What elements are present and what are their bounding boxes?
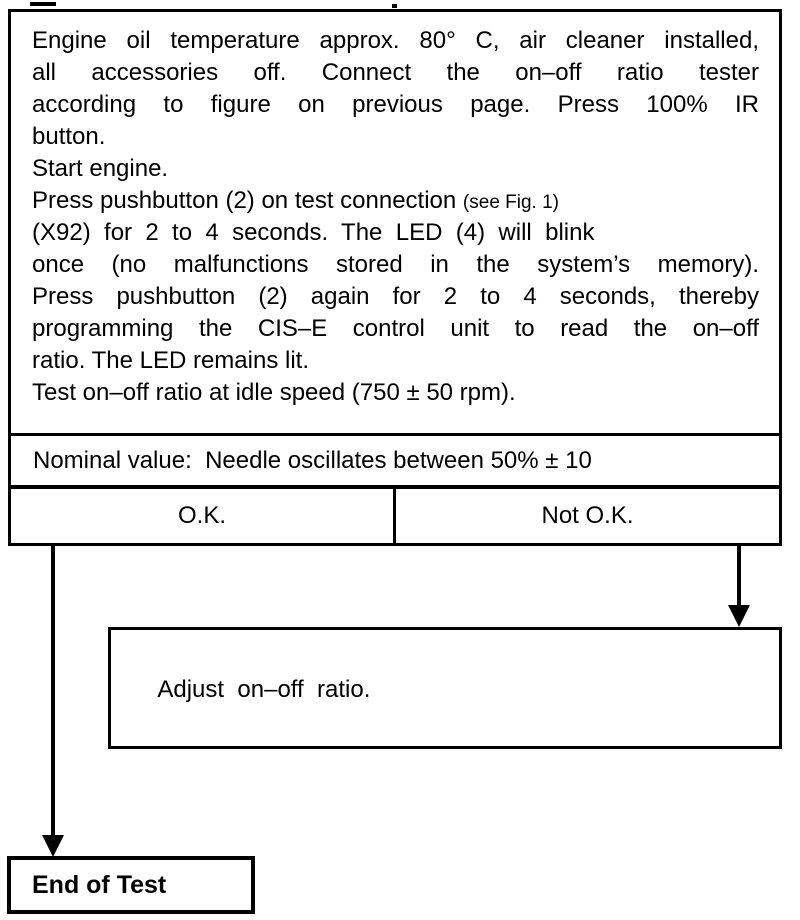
scan-artifact [30,2,56,6]
instruction-line: (X92) for 2 to 4 seconds. The LED (4) will blink [32,219,595,246]
instruction-line: programming the CIS–E control unit to read the on–off [32,315,759,342]
instruction-line: all accessories off. Connect the on–off ratio tester [32,59,759,86]
instructions-cell [11,12,779,433]
adjust-action-box [108,627,782,749]
instruction-line: Start engine. [32,155,169,182]
not-ok-cell [396,489,779,543]
adjust-action-text: Adjust on–off ratio. [157,676,371,703]
instruction-line: according to figure on previous page. Press 100% IR [32,91,759,118]
test-procedure-table [8,9,782,546]
not-ok-branch-arrowhead [728,605,750,627]
decision-row [11,485,779,543]
instruction-line-fig [32,185,759,217]
instruction-line: button. [32,123,106,150]
scan-artifact [392,4,397,8]
instruction-line-fig-text: Press pushbutton (2) on test connection [32,187,463,214]
instruction-line: ratio. The LED remains lit. [32,347,309,374]
instruction-line: once (no malfunctions stored in the system’s memory). [32,251,759,278]
instruction-line: Press pushbutton (2) again for 2 to 4 seconds, thereby [32,283,759,310]
end-of-test-box [7,856,255,914]
fig-reference: (see Fig. 1) [462,192,560,213]
not-ok-label: Not O.K. [541,502,634,529]
instruction-line: Test on–off ratio at idle speed (750 ± 50 rpm). [32,379,516,406]
nominal-value-row [11,433,779,485]
ok-cell [11,489,396,543]
end-of-test-label: End of Test [32,870,167,899]
not-ok-branch-line [737,546,741,607]
ok-label: O.K. [177,502,226,529]
nominal-value-text: Nominal value: Needle oscillates between 50% ± 10 [33,446,592,474]
ok-branch-arrowhead [42,835,64,857]
instruction-line: Engine oil temperature approx. 80° C, air cleaner installed, [32,27,759,54]
ok-branch-line [51,546,55,836]
